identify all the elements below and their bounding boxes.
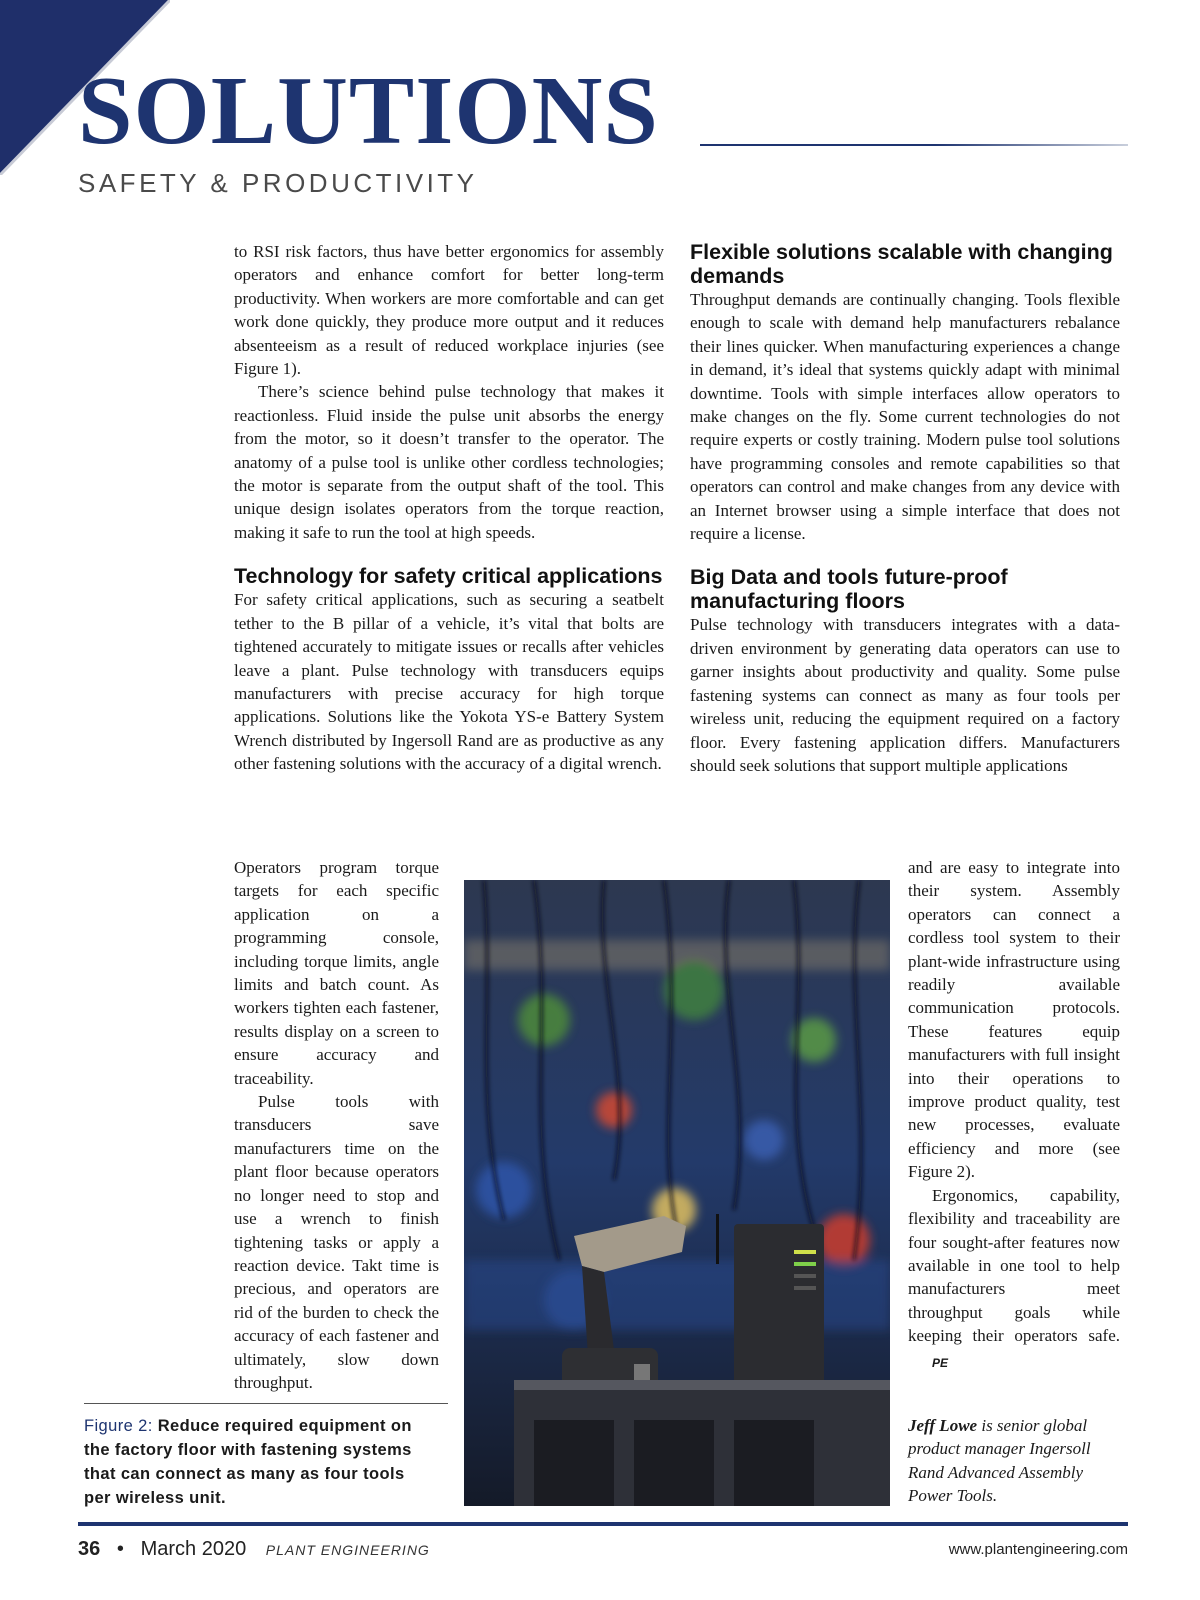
website-url: www.plantengineering.com (948, 1541, 1128, 1558)
left-paragraph-4: Operators program torque targets for each specific application on a programming console, including torque limits, angle limits and batch count. As workers tighten each fastener, results display on a screen to ensure accuracy and traceability. (234, 858, 439, 1088)
right-paragraph-3: and are easy to integrate into their system. Assembly operators can connect a cordless tool system to their plant-wide infrastructure using readily available communication protocols. These features equip manufacturers with full insight into their operations to improve product quality, test new processes, evaluate efficiency and more (see Figure 2). (908, 858, 1120, 1182)
publication-name: PLANT ENGINEERING (265, 1542, 430, 1558)
right-narrow-column (908, 856, 1120, 1371)
section-title: SOLUTIONS (78, 57, 659, 165)
author-name: Jeff Lowe (908, 1416, 978, 1435)
caption-rule (84, 1403, 448, 1404)
left-narrow-column (234, 856, 439, 1394)
footer-left (78, 1538, 430, 1561)
masthead (78, 57, 659, 199)
figure-caption (84, 1414, 434, 1510)
right-paragraph-4 (908, 1184, 1120, 1371)
left-paragraph-2: There’s science behind pulse technology that makes it reactionless. Fluid inside the pulse unit absorbs the energy from the motor, so it doesn’t transfer to the operator. The anatomy of a pulse tool is unlike other cordless technologies; the motor is separate from the output shaft of the tool. This unique design isolates operators from the torque reaction, making it safe to run the tool at high speeds. (234, 382, 664, 542)
author-bio-text: is senior global product manager Ingersoll Rand Advanced Assembly Power Tools. (908, 1416, 1091, 1506)
figure-caption-text: Reduce required equipment on the factory floor with fastening systems that can connect as many as four tools per wireless unit. (84, 1417, 412, 1507)
figure-label: Figure 2: (84, 1417, 153, 1435)
masthead-rule (700, 144, 1128, 146)
right-paragraph-2: Pulse technology with transducers integrates with a data-driven environment by generating data operators can use to garner insights about productivity and quality. Some pulse fastening systems can connect as many as four tools per wireless unit, reducing the equipment required on a factory floor. Every fastening application differs. Manufacturers should seek solutions that support multiple applications (690, 615, 1120, 775)
left-column (234, 240, 664, 776)
pe-end-mark: PE (932, 1355, 949, 1370)
heading-big-data: Big Data and tools future-proof manufacturing floors (690, 565, 1008, 614)
heading-flexible-solutions: Flexible solutions scalable with changing demands (690, 240, 1113, 288)
left-paragraph-1: to RSI risk factors, thus have better ergonomics for assembly operators and enhance comfort for better long-term productivity. When workers are more comfortable and can get work done quickly, they produce more output and it reduces absenteeism as a result of reduced workplace injuries (see Figure 1). (234, 242, 664, 379)
right-column (690, 240, 1120, 777)
page-footer (78, 1538, 1128, 1564)
right-paragraph-4-text: Ergonomics, capability, flexibility and traceability are four sought-after features now available in one tool to help manufacturers meet throughput goals while keeping their operators safe. (908, 1185, 1120, 1346)
figure-photo (464, 880, 890, 1506)
issue-date: March 2020 (140, 1538, 247, 1560)
author-bio (908, 1414, 1120, 1508)
footer-bullet: • (116, 1538, 124, 1560)
right-paragraph-1: Throughput demands are continually changing. Tools flexible enough to scale with demand help manufacturers rebalance their lines quicker. When manufacturing experiences a change in demand, it’s ideal that systems quickly adapt with minimal downtime. Tools with simple interfaces allow operators to make changes on the fly. Some current technologies do not require experts or costly training. Modern pulse tool solutions have programming consoles and remote capabilities so that operators can control and make changes from any device with an Internet browser using a simple interface that does not require a license. (690, 290, 1120, 544)
heading-safety-critical: Technology for safety critical applications (234, 564, 663, 589)
footer-rule (78, 1522, 1128, 1526)
left-paragraph-3: For safety critical applications, such as securing a seatbelt tether to the B pillar of a vehicle, it’s vital that bolts are tightened accurately to mitigate issues or recalls after vehicles leave a plant. Pulse technology with transducers equips manufacturers with precise accuracy for high torque applications. Solutions like the Yokota YS-e Battery System Wrench distributed by Ingersoll Rand are as productive as any other fastening solutions with the accuracy of a digital wrench. (234, 590, 664, 774)
section-subtitle: SAFETY & PRODUCTIVITY (78, 168, 478, 198)
page-number: 36 (78, 1538, 101, 1560)
left-paragraph-5: Pulse tools with transducers save manufacturers time on the plant floor because operators no longer need to stop and use a wrench to finish tightening tasks or apply a reaction device. Takt time is precious, and operators are rid of the burden to check the accuracy of each fastener and ultimately, slow down throughput. (234, 1092, 439, 1392)
